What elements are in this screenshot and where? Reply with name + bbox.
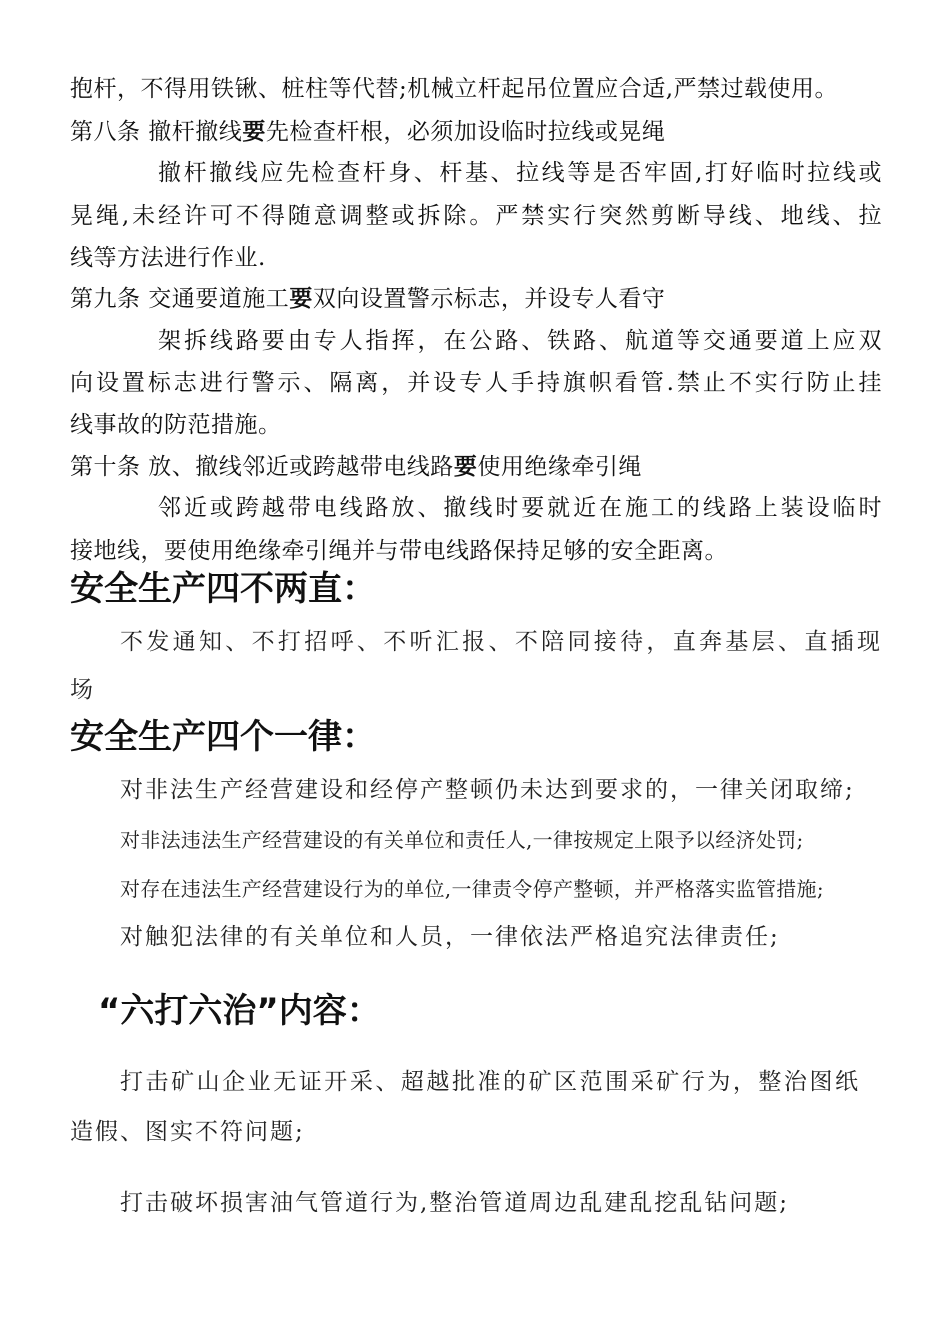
- list-item: 对触犯法律的有关单位和人员，一律依法严格追究法律责任;: [120, 924, 780, 950]
- article-9-keyword: 要: [289, 286, 313, 312]
- article-10-title: [70, 452, 642, 482]
- article-10-keyword: 要: [453, 454, 478, 480]
- paragraph-line: 向设置标志进行警示、隔离，并设专人手持旗帜看管.禁止不实行防止挂: [70, 370, 882, 396]
- paragraph-line: 打击破坏损害油气管道行为,整治管道周边乱建乱挖乱钻问题;: [120, 1190, 790, 1216]
- article-9-title-rest: 双向设置警示标志，并设专人看守: [312, 286, 666, 312]
- article-8-title-text: 第八条 撤杆撤线: [70, 119, 243, 145]
- article-8-title-rest: 先检查杆根，必须加设临时拉线或晃绳: [265, 119, 666, 145]
- list-item: 对非法违法生产经营建设的有关单位和责任人,一律按规定上限予以经济处罚;: [120, 828, 804, 852]
- paragraph-line: 场: [70, 677, 95, 703]
- article-9-title: [70, 284, 665, 314]
- list-item: 对非法生产经营建设和经停产整顿仍未达到要求的，一律关闭取缔;: [120, 777, 855, 803]
- list-item: 对存在违法生产经营建设行为的单位,一律责令停产整顿，并严格落实监管措施;: [120, 877, 824, 901]
- paragraph-line: 架拆线路要由专人指挥，在公路、铁路、航道等交通要道上应双: [158, 328, 882, 354]
- section-heading-four-no-two-direct: 安全生产四不两直：: [70, 569, 376, 609]
- paragraph-line: 接地线，要使用绝缘牵引绳并与带电线路保持足够的安全距离。: [70, 538, 728, 564]
- paragraph-line: 线等方法进行作业.: [70, 245, 266, 271]
- paragraph-line: 打击矿山企业无证开采、超越批准的矿区范围采矿行为，整治图纸: [120, 1069, 860, 1095]
- paragraph-line: 邻近或跨越带电线路放、撤线时要就近在施工的线路上装设临时: [158, 495, 882, 521]
- paragraph-line: 不发通知、不打招呼、不听汇报、不陪同接待，直奔基层、直插现: [120, 629, 882, 655]
- section-heading-four-one-law: 安全生产四个一律：: [70, 717, 376, 757]
- article-8-keyword: 要: [242, 119, 266, 145]
- section-heading-six-strikes: “六打六治”内容：: [98, 991, 381, 1031]
- paragraph-line: 造假、图实不符问题;: [70, 1119, 305, 1145]
- article-8-title: [70, 117, 665, 147]
- article-10-title-rest: 使用绝缘牵引绳: [477, 454, 642, 480]
- paragraph-line: 撤杆撤线应先检查杆身、杆基、拉线等是否牢固,打好临时拉线或: [158, 160, 882, 186]
- article-10-title-text: 第十条 放、撤线邻近或跨越带电线路: [70, 454, 454, 480]
- paragraph-line: 晃绳,未经许可不得随意调整或拆除。严禁实行突然剪断导线、地线、拉: [70, 203, 882, 229]
- article-9-title-text: 第九条 交通要道施工: [70, 286, 290, 312]
- paragraph-line: 抱杆，不得用铁锹、桩柱等代替;机械立杆起吊位置应合适,严禁过载使用。: [70, 76, 839, 102]
- paragraph-line: 线事故的防范措施。: [70, 412, 282, 438]
